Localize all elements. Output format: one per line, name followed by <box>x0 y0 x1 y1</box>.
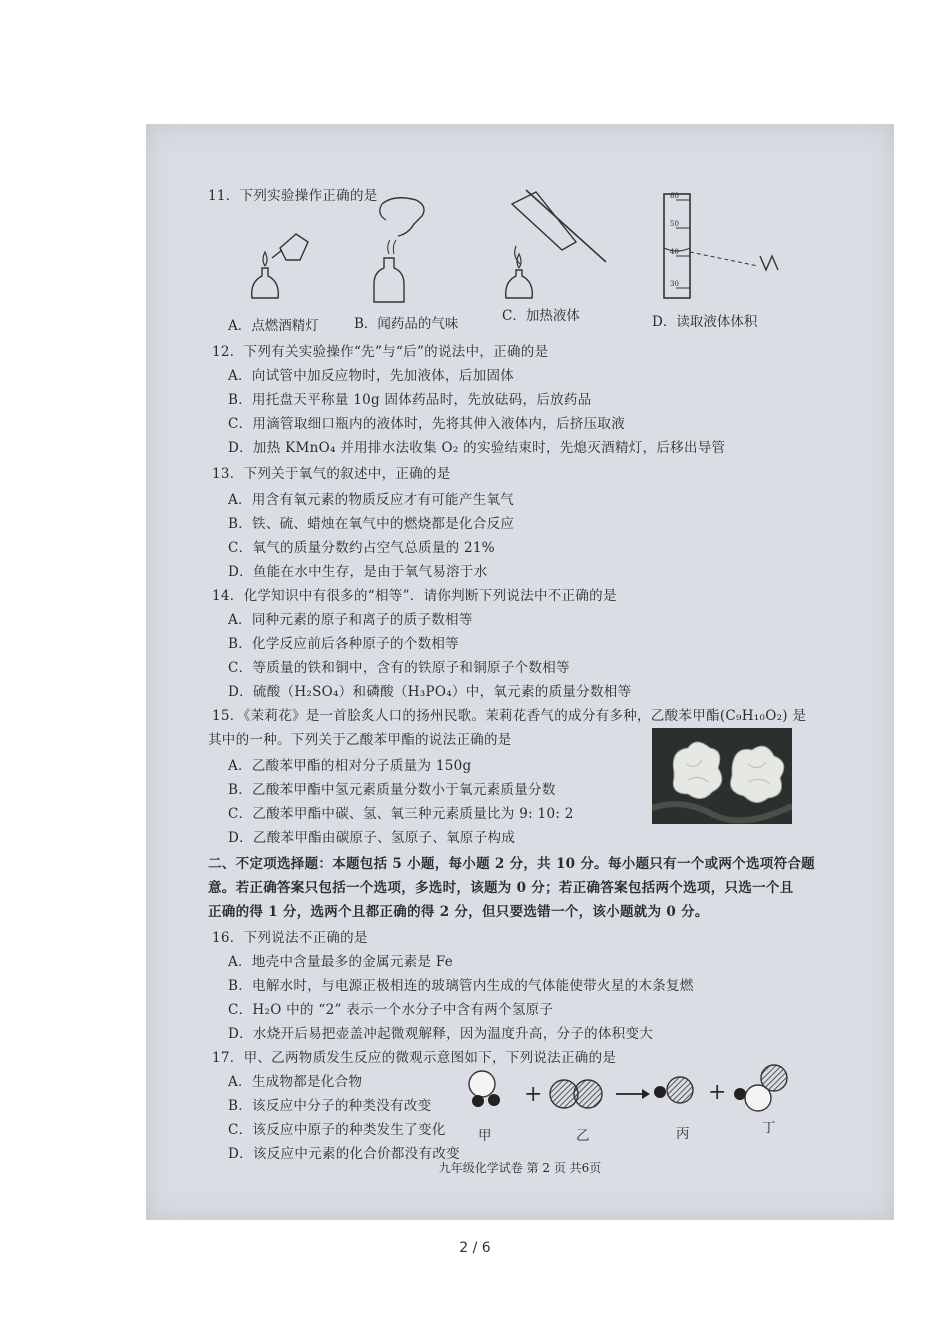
q13-stem: 13．下列关于氧气的叙述中，正确的是 <box>212 466 451 482</box>
q11-option-d: D．读取液体体积 <box>652 314 758 330</box>
plus-sign: + <box>524 1082 543 1107</box>
cylinder-tick: 30 <box>670 280 679 288</box>
q15-option-c: C．乙酸苯甲酯中碳、氢、氧三种元素质量比为 9: 10: 2 <box>228 806 574 822</box>
q14-stem: 14．化学知识中有很多的“相等”．请你判断下列说法中不正确的是 <box>212 588 617 604</box>
page-indicator: 2 / 6 <box>459 1240 491 1256</box>
q15-option-b: B．乙酸苯甲酯中氢元素质量分数小于氧元素质量分数 <box>228 782 556 798</box>
q15-stem-line2: 其中的一种。下列关于乙酸苯甲酯的说法正确的是 <box>208 732 512 748</box>
q16-option-d: D．水烧开后易把壶盖冲起微观解释，因为温度升高，分子的体积变大 <box>228 1026 654 1042</box>
jasmine-flower-photo <box>652 728 792 824</box>
q11-stem: 11．下列实验操作正确的是 <box>208 188 378 204</box>
q11-option-c: C．加热液体 <box>502 308 580 324</box>
heating-liquid-figure <box>496 186 616 304</box>
q14-option-a: A．同种元素的原子和离子的质子数相等 <box>228 612 473 628</box>
smell-reagent-figure <box>364 194 444 306</box>
q14-option-c: C．等质量的铁和铜中，含有的铁原子和铜原子个数相等 <box>228 660 570 676</box>
q17-stem: 17．甲、乙两物质发生反应的微观示意图如下，下列说法正确的是 <box>212 1050 617 1066</box>
q11-option-b: B．闻药品的气味 <box>354 316 459 332</box>
q15-stem-line1: 15．《茉莉花》是一首脍炙人口的扬州民歌。茉莉花香气的成分有多种，乙酸苯甲酯(C₉H₁₀O₂) 是 <box>212 708 807 724</box>
q13-option-b: B．铁、硫、蜡烛在氧气中的燃烧都是化合反应 <box>228 516 515 532</box>
reactant-label-yi: 乙 <box>576 1128 590 1144</box>
q12-option-c: C．用滴管取细口瓶内的液体时，先将其伸入液体内，后挤压取液 <box>228 416 626 432</box>
q14-option-b: B．化学反应前后各种原子的个数相等 <box>228 636 460 652</box>
q12-option-d: D．加热 KMnO₄ 并用排水法收集 O₂ 的实验结束时，先熄灭酒精灯，后移出导管 <box>228 440 726 456</box>
q17-option-d: D．该反应中元素的化合价都没有改变 <box>228 1146 460 1162</box>
cylinder-tick: 40 <box>670 248 679 256</box>
q15-option-a: A．乙酸苯甲酯的相对分子质量为 150g <box>228 758 472 774</box>
section2-instructions-line1: 二、不定项选择题：本题包括 5 小题，每小题 2 分，共 10 分。每小题只有一个或两个选项符合题 <box>208 856 815 872</box>
product-label-bing: 丙 <box>676 1126 690 1142</box>
q13-option-d: D．鱼能在水中生存，是由于氧气易溶于水 <box>228 564 488 580</box>
q16-option-c: C．H₂O 中的 “2” 表示一个水分子中含有两个氢原子 <box>228 1002 554 1018</box>
q11-option-a: A．点燃酒精灯 <box>228 318 319 334</box>
section2-instructions-line3: 正确的得 1 分，选两个且都正确的得 2 分，但只要选错一个，该小题就为 0 分。 <box>208 904 709 920</box>
q16-option-b: B．电解水时，与电源正极相连的玻璃管内生成的气体能使带火星的木条复燃 <box>228 978 694 994</box>
reaction-diagram <box>464 1060 804 1124</box>
cylinder-tick: 60 <box>670 192 679 200</box>
q12-option-a: A．向试管中加反应物时，先加液体，后加固体 <box>228 368 515 384</box>
cylinder-tick: 50 <box>670 220 679 228</box>
q13-option-c: C．氧气的质量分数约占空气总质量的 21% <box>228 540 495 556</box>
q17-option-a: A．生成物都是化合物 <box>228 1074 363 1090</box>
q14-option-d: D．硫酸（H₂SO₄）和磷酸（H₃PO₄）中，氧元素的质量分数相等 <box>228 684 632 700</box>
page-footer: 九年级化学试卷 第 2 页 共6页 <box>438 1161 602 1175</box>
product-label-ding: 丁 <box>762 1120 776 1136</box>
alcohol-lamp-figure <box>242 220 322 310</box>
q15-option-d: D．乙酸苯甲酯由碳原子、氢原子、氧原子构成 <box>228 830 516 846</box>
plus-sign: + <box>708 1080 727 1105</box>
q16-option-a: A．地壳中含量最多的金属元素是 Fe <box>228 954 454 970</box>
reactant-label-jia: 甲 <box>478 1128 492 1144</box>
q17-option-c: C．该反应中原子的种类发生了变化 <box>228 1122 446 1138</box>
q17-option-b: B．该反应中分子的种类没有改变 <box>228 1098 432 1114</box>
q16-stem: 16．下列说法不正确的是 <box>212 930 368 946</box>
section2-instructions-line2: 意。若正确答案只包括一个选项，多选时，该题为 0 分；若正确答案包括两个选项，只选一个且 <box>208 880 794 896</box>
exam-sheet <box>146 124 894 1220</box>
q13-option-a: A．用含有氧元素的物质反应才有可能产生氧气 <box>228 492 515 508</box>
q12-stem: 12．下列有关实验操作“先”与“后”的说法中，正确的是 <box>212 344 549 360</box>
q12-option-b: B．用托盘天平称量 10g 固体药品时，先放砝码，后放药品 <box>228 392 592 408</box>
